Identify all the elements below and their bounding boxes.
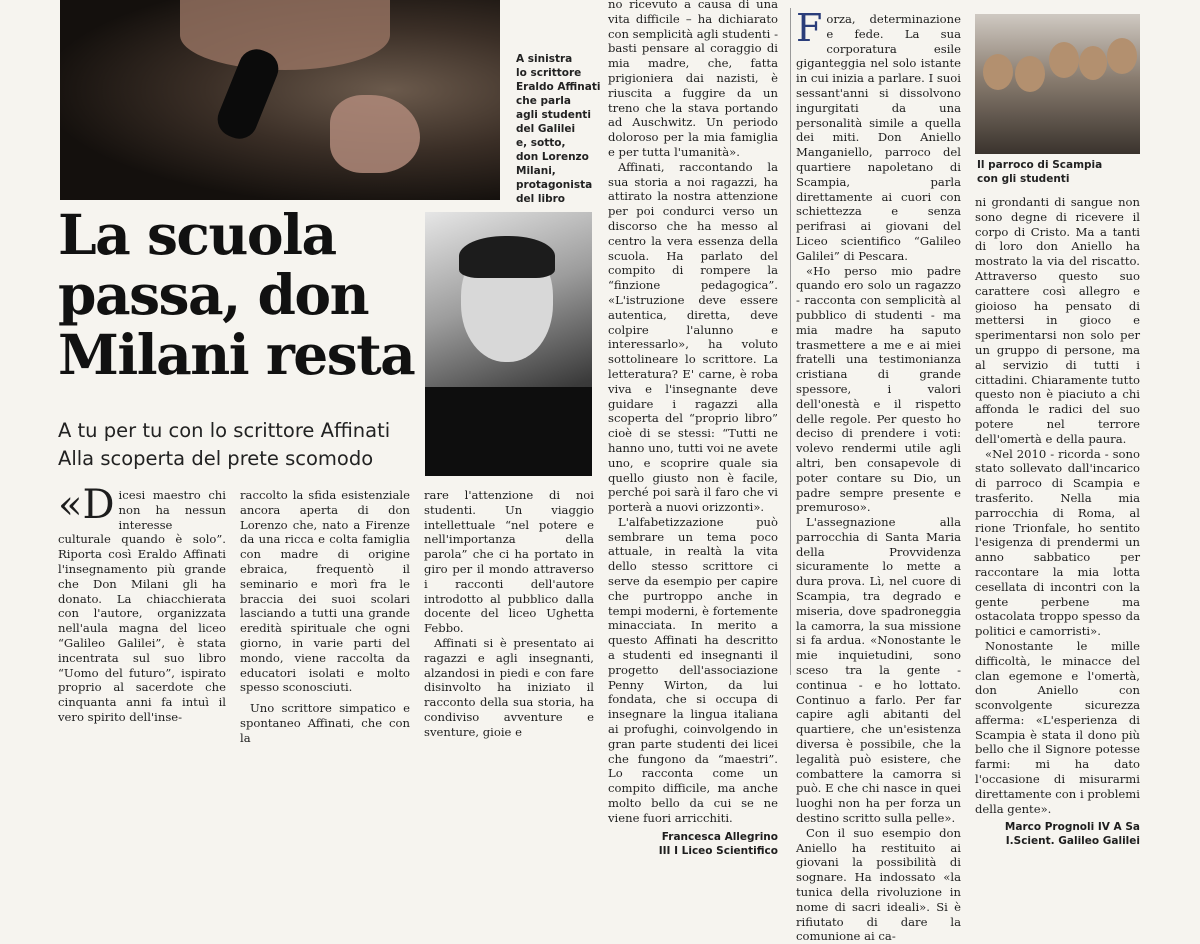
caption-line: che parla xyxy=(516,95,571,107)
article1-text-col4b: Affinati, raccontando la sua storia a noi ragazzi, ha attirato la nostra attenzione per poi condurci verso un discorso che ha messo al centro la vera essenza della scuola. Ha parlato del compito di rompere la “finzione pedagogica”. «L'istruzione deve essere autentica, diretta, deve colpire l'alunno e interessarlo», ha voluto sottolineare lo scrittore. La letteratura? E' carne, è roba viva e l'insegnante deve guidare i ragazzi alla scoperta del “proprio libro” cioè di se stessi: “Tutti ne hanno uno, tutti voi ne avete uno, e scoprire quale sia quello giusto non è facile, perché poi sarà il faro che vi porterà a nuovi orizzonti». xyxy=(608,159,778,515)
caption-line: e, sotto, xyxy=(516,137,566,149)
person-shape xyxy=(983,54,1013,90)
caption-line: A sinistra xyxy=(516,53,573,65)
caption-line: Milani, xyxy=(516,165,556,177)
headline-line: Milani resta xyxy=(58,322,415,387)
portrait-hair-shape xyxy=(459,236,555,278)
subhead-line: A tu per tu con lo scrittore Affinati xyxy=(58,419,391,442)
person-shape xyxy=(1049,42,1079,78)
article2-text-col1c: L'assegnazione alla parrocchia di Santa Maria della Provvidenza sicuramente lo mette a dura prova. Lì, nel cuore di Scampia, tra degrado e miseria, dove spadroneggia la camorra, la sua missione si fa ardua. «Nonostante le mie inquietudini, sono sceso tra la gente - continua - e ho lottato. Continuo a farlo. Per far capire agli abitanti del quartiere, che un'esistenza diversa è possibile, che la legalità può esistere, che combattere la camorra si può. E che chi nasce in quei luoghi non ha per forza un destino scritto sulla pelle». xyxy=(796,515,961,826)
don-milani-photo xyxy=(425,212,592,476)
person-shape xyxy=(1015,56,1045,92)
article1-text-col4c: L'alfabetizzazione può sembrare un tema poco attuale, in realtà la vita dello stesso scrittore ci serve da esempio per capire che purtroppo anche in tempi moderni, è fortemente minacciata. In merito a questo Affinati ha descritto a studenti ed insegnanti il progetto dell'associazione Penny Wirton, da lui fondata, che si occupa di insegnare la lingua italiana ai profughi, coinvolgendo in gran parte studenti dei licei che fungono da “maestri”. Lo racconta come un compito difficile, ma anche molto bello da cui se ne viene fuori arricchiti. xyxy=(608,514,778,825)
speaker-face-shape xyxy=(180,0,390,70)
group-photo-caption xyxy=(977,158,1142,186)
article2-text-col1a: orza, determinazione e fede. La sua corporatura esile giganteggia nel solo istante in cui inizia a parlare. I suoi sessant'anni si dissolvono ingurgitati da una personalità simile a quella dei miti. Don Aniello Manganiello, parroco del quartiere napoletano di Scampia, parla direttamente ai cuori con schiettezza e senza perifrasi ai giovani del Liceo scientifico “Galileo Galilei” di Pescara. xyxy=(796,12,961,263)
article2-text-col2c: Nonostante le mille difficoltà, le minacce del clan egemone e l'omertà, don Aniello con sconvolgente sicurezza afferma: «L'esperienza di Scampia è stata il dono più bello che il Signore potesse farmi: mi ha dato l'occasione di misurarmi direttamente con i problemi della gente». xyxy=(975,638,1140,816)
headline-line: passa, don xyxy=(58,262,369,327)
article1-text-col2a: raccolto la sfida esistenziale ancora aperta di don Lorenzo che, nato a Firenze da una ricca e colta famiglia con madre di origine ebraica, frequentò il seminario e morì fra le braccia dei suoi scolari lasciando a tutti una grande eredità spirituale che ogni giorno, in varie parti del mondo, viene raccolta da educatori isolati e molto spesso sconosciuti. xyxy=(240,488,410,695)
person-shape xyxy=(1107,38,1137,74)
portrait-cassock-shape xyxy=(425,387,592,476)
article1-text-col3: rare l'attenzione di noi studenti. Un viaggio intellettuale “nel potere e nell'importanza della parola” che ci ha portato in giro per il mondo attraverso i racconti dell'autore introdotto al pubblico dalla docente del liceo Ughetta Febbo. xyxy=(424,488,594,636)
caption-line: don Lorenzo xyxy=(516,151,589,163)
dropcap: «D xyxy=(58,482,115,528)
article1-column-2 xyxy=(240,488,410,746)
scampia-group-photo xyxy=(975,14,1140,154)
article2-text-col2a: ni grondanti di sangue non sono degne di ricevere il corpo di Cristo. Ma a tanti di loro don Aniello ha mostrato la via del riscatto. Attraverso questo suo carattere così allegro e gioioso ha pensato di mettersi in gioco e sperimentarsi non solo per un gruppo di persone, ma al servizio di tutti i cittadini. Chiaramente tutto questo non è piaciuto a chi affonda le radici del suo potere nel terrore dell'omertà e della paura. xyxy=(975,195,1140,446)
article1-text-col2b: Uno scrittore simpatico e spontaneo Affinati, che con la xyxy=(240,701,410,745)
article2-column-2 xyxy=(975,195,1140,848)
article2-text-col1d: Con il suo esempio don Aniello ha restituito ai giovani la possibilità di sognare. Ha indossato «la tunica della rivoluzione in nome di sacri ideali». Si è rifiutato di dare la comunione ai ca- xyxy=(796,825,961,944)
person-shape xyxy=(1079,46,1107,80)
caption-line: lo scrittore xyxy=(516,67,582,79)
article2-signature xyxy=(975,820,1140,848)
article1-column-4 xyxy=(608,0,778,858)
caption-line: del libro xyxy=(516,193,565,205)
caption-line: Il parroco di Scampia xyxy=(977,159,1103,171)
caption-line: protagonista xyxy=(516,179,593,191)
caption-line: con gli studenti xyxy=(977,173,1070,185)
article1-text-col1: icesi maestro chi non ha nessun interesse culturale quando è solo”. Riporta così Eraldo Affinati l'insegnamento più grande che Don Milani gli ha donato. La chiacchierata con l'autore, organizzata nell'aula magna del liceo “Galileo Galilei”, è stata incentrata sul suo libro “Uomo del futuro”, ispirato proprio al sacerdote che cinquanta anni fa intuì il vero spirito dell'inse- xyxy=(58,488,226,724)
article2-text-col2b: «Nel 2010 - ricorda - sono stato sollevato dall'incarico di parroco di Scampia e trasferito. Nella mia parrocchia di Roma, al rione Trionfale, ho sentito l'esigenza di prendermi un anno sabbatico per raccontare la mia lotta cesellata di incontri con la gente perbene ma ostacolata troppo spesso da politici e camorristi». xyxy=(975,446,1140,639)
article1-column-3 xyxy=(424,488,594,740)
subhead-line: Alla scoperta del prete scomodo xyxy=(58,447,374,470)
article1-text-col4a: no ricevuto a causa di una vita difficile – ha dichiarato con semplicità agli studenti - basti pensare al coraggio di mia madre, che, fatta prigioniera dai nazisti, è riuscita a fuggire da un treno che la stava portando ad Auschwitz. Un periodo doloroso per la mia famiglia e per tutta l'umanità». xyxy=(608,0,778,159)
hand-shape xyxy=(330,95,420,173)
article1-signature xyxy=(608,830,778,858)
headline xyxy=(58,202,418,387)
article1-text-col3b: Affinati si è presentato ai ragazzi e agli insegnanti, alzandosi in piedi e con fare disinvolto ha iniziato il racconto della sua storia, ha condiviso avventure e sventure, gioie e xyxy=(424,635,594,739)
author-class: III I Liceo Scientifico xyxy=(658,844,778,857)
affinati-photo xyxy=(60,0,500,200)
subheadline xyxy=(58,417,423,473)
author-name: Francesca Allegrino xyxy=(661,830,778,843)
article2-column-1 xyxy=(796,6,961,944)
author-class: I.Scient. Galileo Galilei xyxy=(1005,835,1140,848)
caption-line: agli studenti xyxy=(516,109,591,121)
dropcap: F xyxy=(796,6,823,50)
caption-line: del Galilei xyxy=(516,123,576,135)
caption-line: Eraldo Affinati xyxy=(516,81,601,93)
author-name: Marco Prognoli IV A Sa xyxy=(1004,821,1140,834)
column-rule xyxy=(790,8,791,675)
article1-column-1 xyxy=(58,482,226,725)
article2-text-col1b: «Ho perso mio padre quando ero solo un ragazzo - racconta con semplicità al pubblico di studenti - ma mia madre ha saputo trasmettere a me e ai miei fratelli una testimonianza cristiana di grande spessore, i valori dell'onestà e il rispetto delle regole. Per questo ho deciso di prendere i voti: volevo rendermi utile agli altri, ben consapevole di poter contare su Dio, un padre sempre presente e premuroso». xyxy=(796,263,961,515)
headline-line: La scuola xyxy=(58,202,336,267)
affinati-photo-caption xyxy=(516,52,601,206)
